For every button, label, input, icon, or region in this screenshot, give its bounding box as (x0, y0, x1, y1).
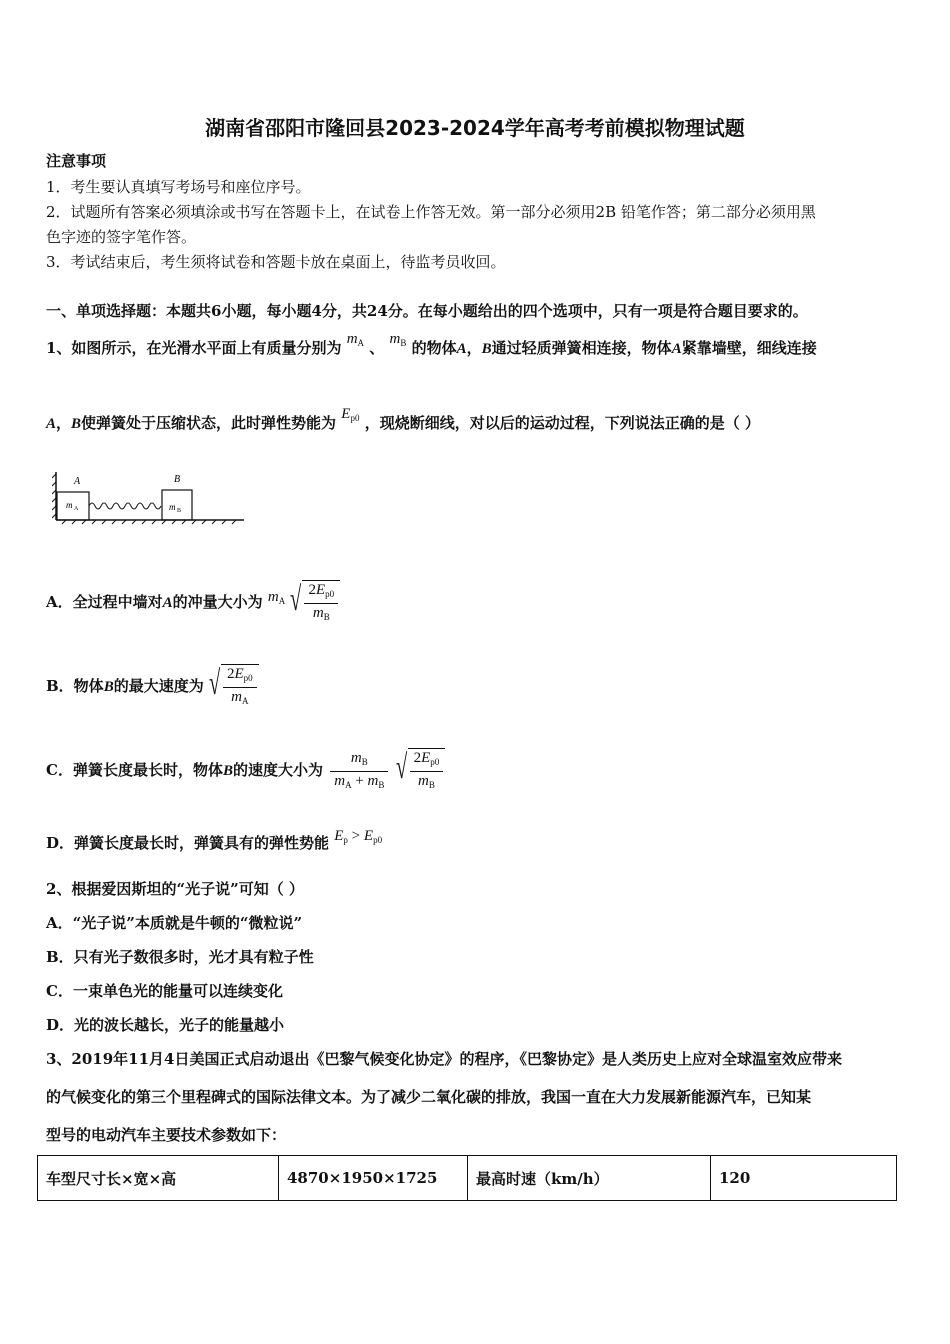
notice-item: 1．考生要认真填写考场号和座位序号。 (46, 178, 311, 196)
q3-stem-line: 型号的电动汽车主要技术参数如下： (46, 1126, 287, 1144)
fig-label-A: A (74, 476, 81, 487)
notice-item: 2．试题所有答案必须填涂或书写在答题卡上，在试卷上作答无效。第一部分必须用2B 铅笔作答；第二部分必须用黑 (46, 203, 816, 221)
fig-label-mA-sub: A (74, 506, 79, 512)
q1-option-d: D．弹簧长度最长时，弹簧具有的弹性势能 $E_p > E_{p0}$ (46, 828, 383, 852)
page-title: 湖南省邵阳市隆回县2023-2024学年高考考前模拟物理试题 (205, 116, 745, 140)
notice-item: 3．考试结束后，考生须将试卷和答题卡放在桌面上，待监考员收回。 (46, 253, 506, 271)
section-heading: 一、单项选择题：本题共6小题，每小题4分，共24分。在每小题给出的四个选项中，只有一项是符合题目要求的。 (46, 302, 808, 320)
notice-item: 色字迹的签字笔作答。 (46, 228, 197, 246)
q3-stem-line: 的气候变化的第三个里程碑式的国际法律文本。为了减少二氧化碳的排放，我国一直在大力发展新能源汽车，已知某 (46, 1088, 812, 1106)
q1-option-a: A．全过程中墙对A的冲量大小为 $m_A$ √ $\frac{2E_{p0}}{m_B}$ (46, 580, 340, 629)
fig-label-B: B (174, 474, 181, 485)
q3-stem-line: 3、2019年11月4日美国正式启动退出《巴黎气候变化协定》的程序，《巴黎协定》是人类历史上应对全球温室效应带来 (46, 1050, 843, 1068)
q2-option: A．“光子说”本质就是牛顿的“微粒说” (46, 914, 303, 932)
spring-diagram (52, 468, 252, 528)
q2-option: B．只有光子数很多时，光才具有粒子性 (46, 948, 314, 966)
table-row (38, 1156, 897, 1201)
q2-option: D．光的波长越长，光子的能量越小 (46, 1016, 285, 1034)
vehicle-params-table (37, 1155, 897, 1201)
fig-label-mB: m (169, 502, 176, 512)
q2-option: C．一束单色光的能量可以连续变化 (46, 982, 283, 1000)
fig-label-mB-sub: B (177, 508, 182, 514)
fig-label-mA: m (66, 500, 73, 510)
q1-stem-line2: A，B使弹簧处于压缩状态，此时弹性势能为 $E_{p0}$ ，现烧断细线，对以后的运动过程，下列说法正确的是（ ） (46, 406, 760, 432)
notice-heading: 注意事项 (46, 152, 107, 170)
q2-stem: 2、根据爱因斯坦的“光子说”可知（ ） (46, 880, 304, 898)
table-cell: 4870×1950×1725 (279, 1156, 468, 1201)
q1-stem-line1: 1、如图所示，在光滑水平面上有质量分别为 $m_A$ 、 $m_B$ 的物体A，B通过轻质弹簧相连接，物体A紧靠墙壁，细线连接 (46, 331, 817, 357)
q1-option-c: C．弹簧长度最长时，物体B的速度大小为 $\frac{m_B}{m_A + m_B}$ √ $\frac{2E_{p0}}{m_B}$ (46, 748, 445, 794)
table-cell: 最高时速（km/h） (468, 1156, 711, 1201)
table-cell: 车型尺寸长×宽×高 (38, 1156, 279, 1201)
q1-option-b: B．物体B的最大速度为 √ $\frac{2E_{p0}}{m_A}$ (46, 664, 259, 710)
table-cell: 120 (711, 1156, 897, 1201)
